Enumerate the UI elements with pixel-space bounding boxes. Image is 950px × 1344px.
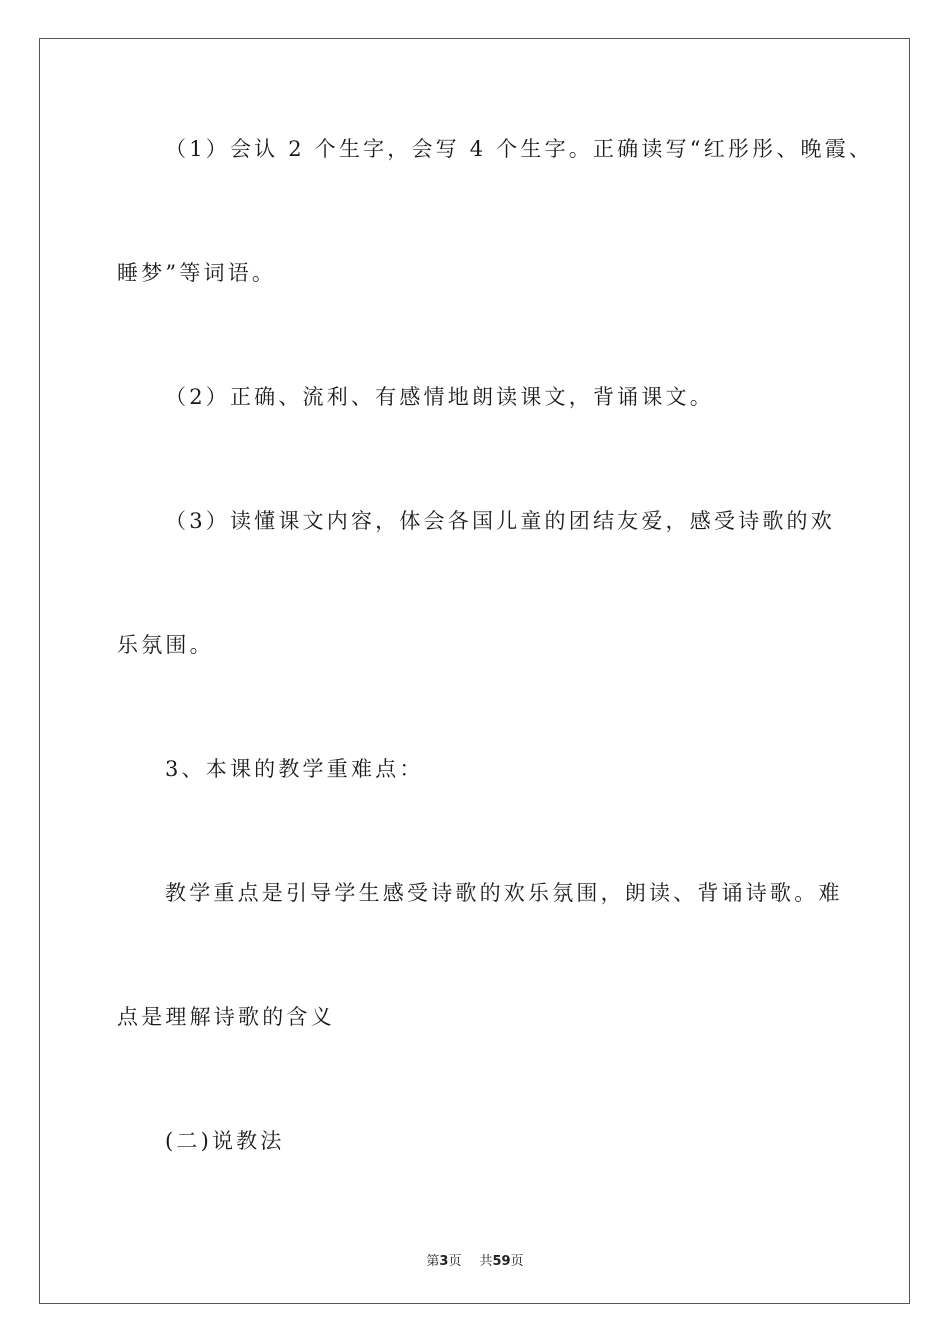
paragraph-line-3: （2）正确、流利、有感情地朗读课文，背诵课文。	[165, 385, 714, 409]
page-border	[39, 38, 910, 1304]
footer-page-number: 3	[439, 1254, 449, 1269]
paragraph-line-4: （3）读懂课文内容，体会各国儿童的团结友爱，感受诗歌的欢	[165, 509, 835, 533]
footer-page-prefix: 第	[426, 1254, 440, 1269]
footer-total-suffix: 页	[510, 1254, 524, 1269]
paragraph-line-1: （1）会认 2 个生字，会写 4 个生字。正确读写“红彤彤、晚霞、	[165, 137, 874, 161]
footer-total-pages: 59	[492, 1254, 511, 1269]
paragraph-line-2: 睡梦”等词语。	[117, 261, 277, 285]
page-footer	[0, 1250, 950, 1269]
subsection-heading: (二)说教法	[165, 1129, 285, 1153]
footer-total-prefix: 共	[479, 1254, 493, 1269]
paragraph-line-7: 教学重点是引导学生感受诗歌的欢乐氛围，朗读、背诵诗歌。难	[165, 881, 843, 905]
footer-page-suffix: 页	[448, 1254, 462, 1269]
section-heading: 3、本课的教学重难点：	[165, 757, 424, 781]
paragraph-line-5: 乐氛围。	[117, 633, 214, 657]
paragraph-line-8: 点是理解诗歌的含义	[117, 1005, 335, 1029]
